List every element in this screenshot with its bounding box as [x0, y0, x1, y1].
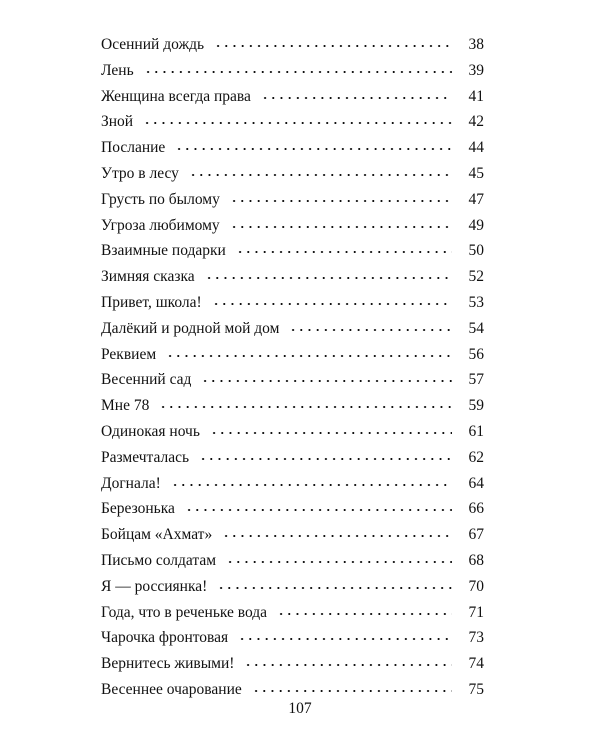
toc-entry-page-number: 66 — [468, 500, 484, 518]
toc-entry — [101, 161, 484, 187]
toc-dot-leader — [222, 534, 452, 538]
toc-entry — [101, 445, 484, 471]
toc-entry-page-number: 73 — [468, 629, 484, 647]
toc-dot-leader — [159, 405, 452, 409]
toc-entry-page-number: 75 — [468, 680, 484, 698]
toc-entry-title: Утро в лесу — [101, 164, 179, 182]
toc-entry-title: Взаимные подарки — [101, 242, 226, 260]
toc-entry-page-number: 74 — [468, 655, 484, 673]
toc-entry-page-number: 70 — [468, 577, 484, 595]
toc-entry-title: Вернитесь живыми! — [101, 655, 235, 673]
toc-entry-page-number: 52 — [468, 268, 484, 286]
toc-entry-page-number: 57 — [468, 371, 484, 389]
toc-dot-leader — [175, 147, 452, 151]
toc-dot-leader — [201, 379, 452, 383]
toc-dot-leader — [230, 225, 452, 229]
toc-entry-page-number: 68 — [468, 551, 484, 569]
toc-entry — [101, 625, 484, 651]
toc-entry-title: Года, что в реченьке вода — [101, 603, 268, 621]
toc-dot-leader — [261, 96, 452, 100]
toc-entry-title: Послание — [101, 139, 166, 157]
toc-entry-title: Лень — [101, 61, 134, 79]
toc-entry — [101, 393, 484, 419]
toc-entry-page-number: 47 — [468, 190, 484, 208]
toc-entry-page-number: 44 — [468, 139, 484, 157]
toc-entry-page-number: 53 — [468, 293, 484, 311]
toc-entry — [101, 342, 484, 368]
toc-entry-title: Чарочка фронтовая — [101, 629, 229, 647]
page-number: 107 — [288, 700, 312, 717]
toc-dot-leader — [236, 250, 452, 254]
toc-entry-title: Одинокая ночь — [101, 422, 200, 440]
toc-entry — [101, 496, 484, 522]
toc-entry-page-number: 64 — [468, 474, 484, 492]
toc-entry-title: Женщина всегда права — [101, 87, 251, 105]
toc-entry — [101, 419, 484, 445]
toc-entry — [101, 367, 484, 393]
toc-entry — [101, 290, 484, 316]
toc-entry-title: Весеннее очарование — [101, 680, 242, 698]
toc-entry-page-number: 38 — [468, 36, 484, 53]
toc-entry-title: Далёкий и родной мой дом — [101, 319, 280, 337]
toc-entry-page-number: 50 — [468, 242, 484, 260]
toc-entry — [101, 238, 484, 264]
toc-entry-title: Угроза любимому — [101, 216, 220, 234]
toc-entry — [101, 135, 484, 161]
toc-entry-page-number: 62 — [468, 448, 484, 466]
toc-entry — [101, 187, 484, 213]
toc-entry — [101, 600, 484, 626]
toc-entry-title: Размечталась — [101, 448, 190, 466]
toc-dot-leader — [205, 276, 452, 280]
toc-entry — [101, 574, 484, 600]
toc-dot-leader — [226, 560, 452, 564]
toc-dot-leader — [144, 70, 452, 74]
toc-entry-page-number: 49 — [468, 216, 484, 234]
toc-dot-leader — [230, 199, 452, 203]
toc-entry — [101, 213, 484, 239]
toc-entry-page-number: 71 — [468, 603, 484, 621]
toc-dot-leader — [189, 173, 452, 177]
toc-entry-title: Бойцам «Ахмат» — [101, 526, 213, 544]
toc-dot-leader — [238, 637, 452, 641]
toc-entry-page-number: 54 — [468, 319, 484, 337]
toc-entry-page-number: 67 — [468, 526, 484, 544]
toc-entry-title: Весенний сад — [101, 371, 192, 389]
toc-dot-leader — [166, 354, 452, 358]
toc-dot-leader — [244, 663, 452, 667]
toc-dot-leader — [217, 586, 452, 590]
toc-dot-leader — [171, 483, 452, 487]
toc-entry — [101, 548, 484, 574]
toc-dot-leader — [199, 457, 452, 461]
toc-entry-page-number: 59 — [468, 397, 484, 415]
table-of-contents — [101, 32, 484, 703]
toc-entry-title: Я — россиянка! — [101, 577, 208, 595]
toc-entry — [101, 316, 484, 342]
toc-entry-title: Привет, школа! — [101, 293, 202, 311]
toc-dot-leader — [214, 44, 452, 48]
toc-entry-title: Мне 78 — [101, 397, 150, 415]
toc-entry — [101, 522, 484, 548]
toc-entry-page-number: 42 — [468, 113, 484, 131]
toc-dot-leader — [212, 302, 452, 306]
toc-entry — [101, 32, 484, 58]
toc-entry-title: Зной — [101, 113, 134, 131]
toc-entry-title: Осенний дождь — [101, 36, 205, 53]
toc-entry-title: Грусть по былому — [101, 190, 220, 208]
toc-entry-page-number: 61 — [468, 422, 484, 440]
toc-entry — [101, 84, 484, 110]
toc-dot-leader — [277, 612, 452, 616]
toc-entry-page-number: 41 — [468, 87, 484, 105]
toc-entry — [101, 651, 484, 677]
toc-entry — [101, 264, 484, 290]
toc-entry-page-number: 39 — [468, 61, 484, 79]
toc-entry — [101, 471, 484, 497]
toc-entry-page-number: 45 — [468, 164, 484, 182]
toc-entry-title: Зимняя сказка — [101, 268, 195, 286]
toc-dot-leader — [289, 328, 452, 332]
toc-entry-page-number: 56 — [468, 345, 484, 363]
toc-entry-title: Письмо солдатам — [101, 551, 217, 569]
toc-dot-leader — [252, 689, 452, 693]
toc-entry-title: Реквием — [101, 345, 157, 363]
toc-dot-leader — [185, 508, 452, 512]
toc-entry — [101, 109, 484, 135]
toc-dot-leader — [143, 121, 452, 125]
toc-entry-title: Догнала! — [101, 474, 161, 492]
toc-entry — [101, 58, 484, 84]
toc-entry-title: Березонька — [101, 500, 175, 518]
toc-dot-leader — [210, 431, 452, 435]
